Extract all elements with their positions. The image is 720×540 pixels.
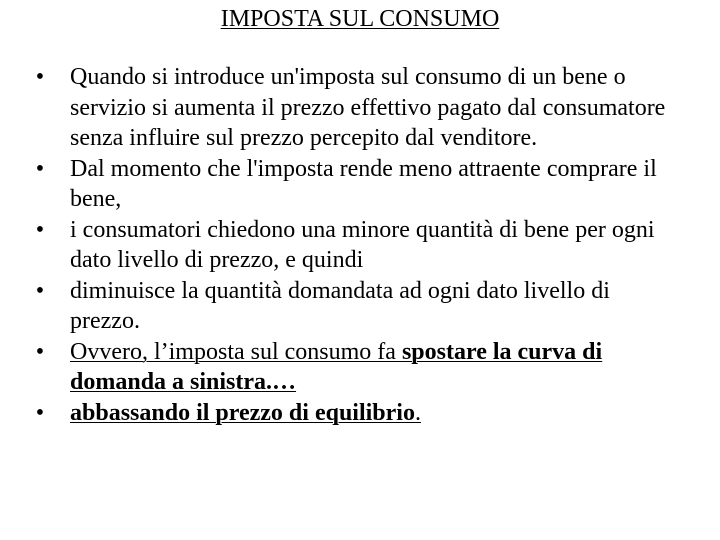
- bullet-text: Quando si introduce un'imposta sul consumo di un bene o servizio si aumenta il prezzo effettivo pagato dal consumatore senza influire sul prezzo percepito dal venditore.: [70, 64, 666, 151]
- bullet-icon: •: [35, 155, 45, 182]
- bullet-emphasis-text: spostare la curva di domanda a sinistra.…: [70, 338, 603, 395]
- bullet-text: Dal momento che l'imposta rende meno attraente comprare il bene,: [70, 155, 657, 212]
- bullet-text: diminuisce la quantità domandata ad ogni dato livello di prezzo.: [70, 277, 610, 334]
- list-item: [30, 398, 680, 429]
- bullet-list: [30, 62, 680, 428]
- list-item: [30, 154, 680, 215]
- bullet-icon: •: [35, 338, 45, 365]
- bullet-icon: •: [35, 216, 45, 243]
- slide-title: IMPOSTA SUL CONSUMO: [220, 6, 500, 32]
- list-item: [30, 337, 680, 398]
- bullet-text: [70, 400, 421, 426]
- bullet-text: i consumatori chiedono una minore quantità di bene per ogni dato livello di prezzo, e quindi: [70, 216, 655, 273]
- bullet-icon: •: [35, 277, 45, 304]
- bullet-icon: •: [35, 64, 45, 90]
- list-item: [30, 276, 680, 337]
- bullet-emphasis-text: abbassando il prezzo di equilibrio: [70, 399, 415, 426]
- bullet-lead-text: Ovvero, l’imposta sul consumo fa: [70, 338, 402, 365]
- list-item: [30, 215, 680, 276]
- list-item: [30, 62, 680, 154]
- bullet-text: [70, 339, 602, 396]
- bullet-tail-text: .: [414, 399, 421, 426]
- bullet-icon: •: [35, 399, 45, 426]
